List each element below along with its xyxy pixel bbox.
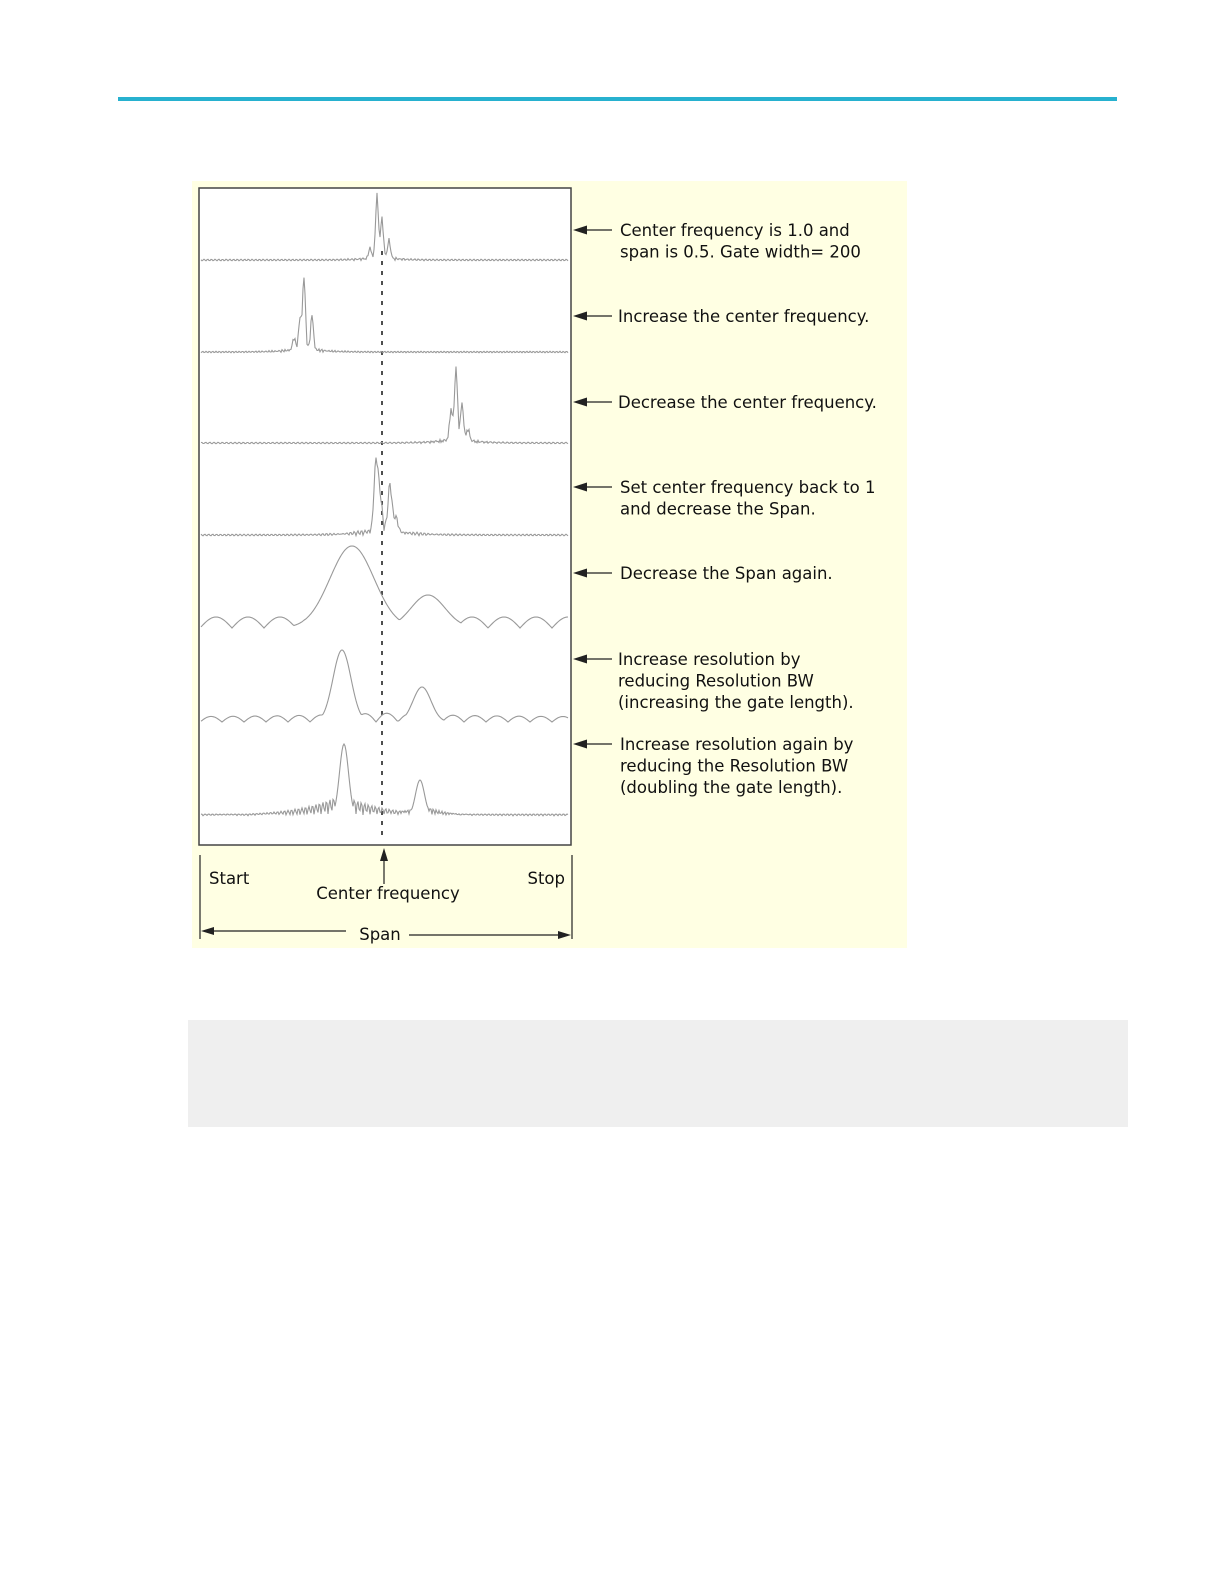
annotation-arrowhead	[573, 655, 587, 664]
annotation-arrowhead	[573, 312, 587, 321]
note-box	[188, 1020, 1128, 1127]
annotation-text: span is 0.5. Gate width= 200	[620, 242, 861, 262]
annotation-text: Set center frequency back to 1	[620, 478, 876, 497]
annotation-text: Decrease the Span again.	[620, 564, 833, 583]
frequency-axis	[200, 848, 572, 944]
span-label: Span	[359, 925, 401, 944]
annotation-text: Increase the center frequency.	[618, 307, 870, 326]
annotation-text: (increasing the gate length).	[618, 693, 854, 712]
plot-frame	[199, 188, 571, 845]
center-pointer-arrowhead	[380, 848, 388, 861]
annotation-arrowhead	[573, 740, 587, 749]
annotation-arrowhead	[573, 226, 587, 235]
figure-canvas	[192, 181, 907, 948]
stop-label: Stop	[527, 869, 565, 888]
annotation-text: Increase resolution again by	[620, 735, 854, 754]
span-adjustment-figure	[192, 181, 907, 948]
header-rule	[118, 97, 1117, 101]
annotation-arrowhead	[573, 569, 587, 578]
annotation-text: and decrease the Span.	[620, 499, 816, 519]
annotation-text: Decrease the center frequency.	[618, 393, 877, 412]
annotation-arrowhead	[573, 398, 587, 407]
annotation-text: (doubling the gate length).	[620, 778, 843, 797]
annotation-text: Center frequency is 1.0 and	[620, 221, 850, 240]
span-arrow-right	[558, 931, 571, 939]
center-frequency-label: Center frequency	[316, 884, 460, 903]
annotation-text: reducing the Resolution BW	[620, 756, 849, 776]
start-label: Start	[209, 869, 250, 888]
span-arrow-left	[201, 927, 214, 935]
annotation-text: Increase resolution by	[618, 650, 801, 669]
annotation-text: reducing Resolution BW	[618, 671, 814, 691]
annotation-arrowhead	[573, 483, 587, 492]
annotations	[573, 221, 877, 797]
